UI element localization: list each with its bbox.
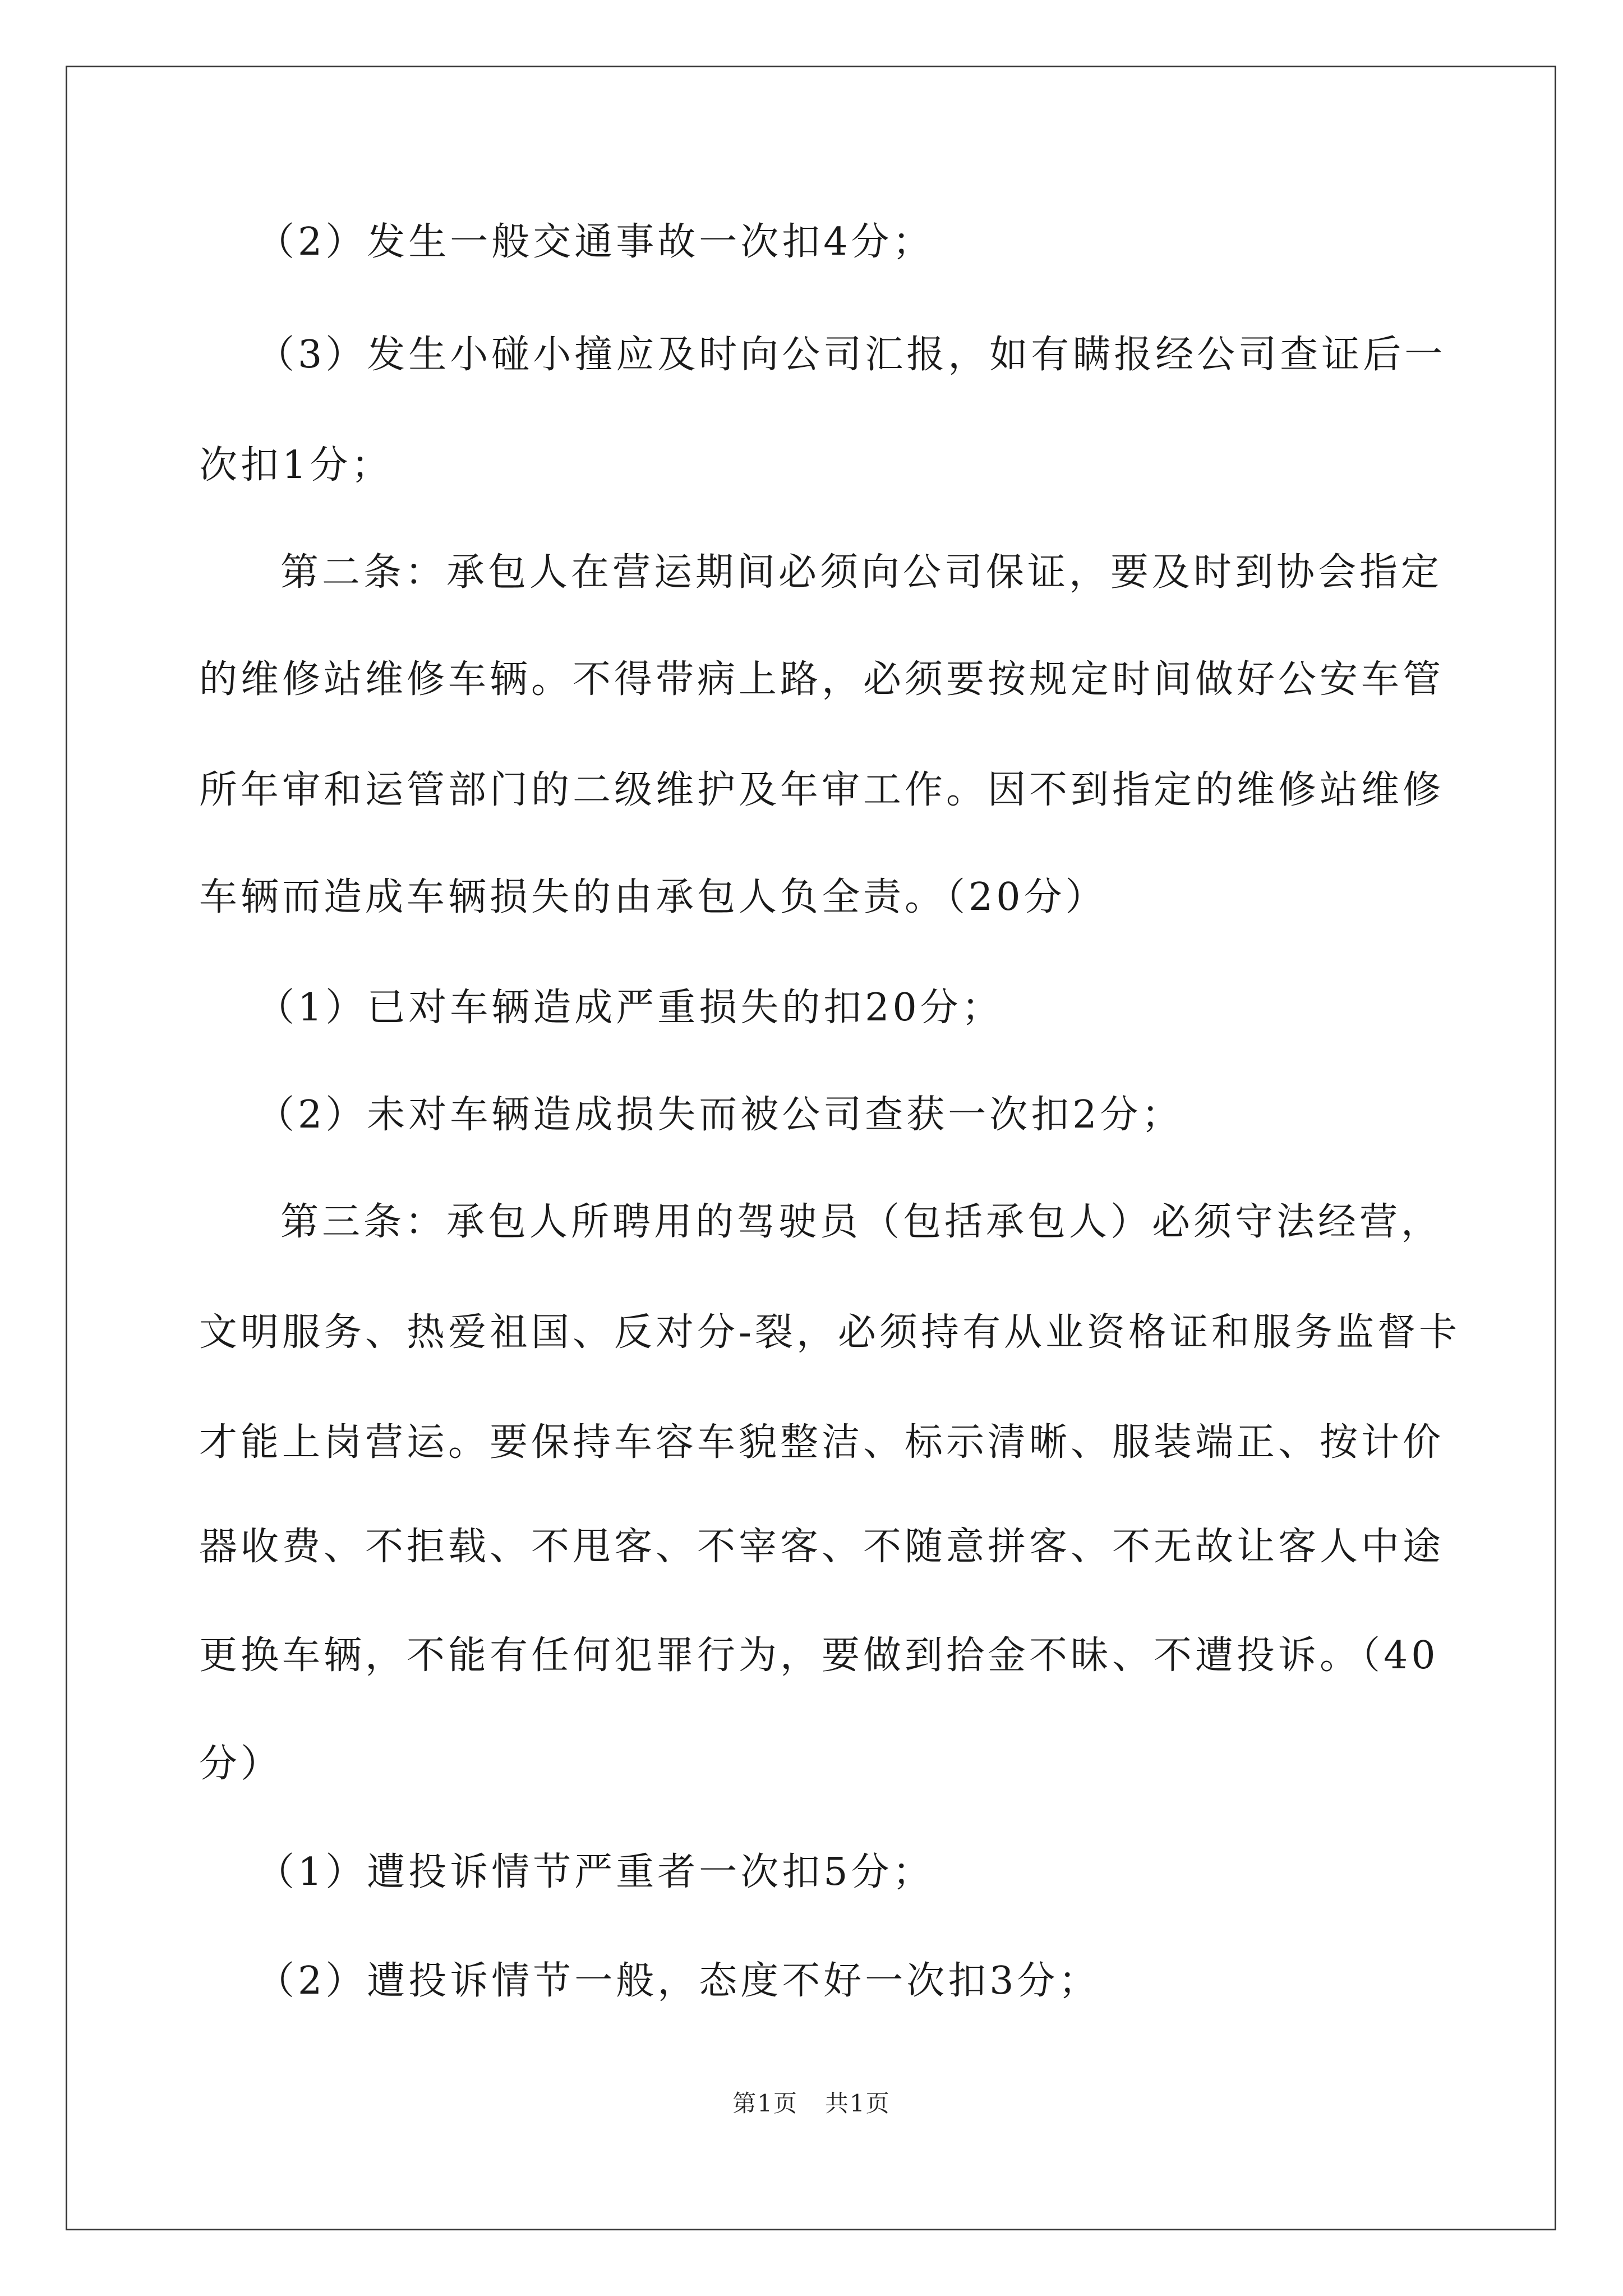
text-line-1: （2）发生一般交通事故一次扣4分； [256, 220, 934, 264]
text-line-8: （1）已对车辆造成严重损失的扣20分； [256, 986, 1003, 1030]
page-footer [0, 2090, 1623, 2118]
page-border [66, 66, 1556, 2230]
text-line-13: 器收费、不拒载、不甩客、不宰客、不随意拼客、不无故让客人中途 [199, 1525, 1445, 1569]
text-line-16: （1）遭投诉情节严重者一次扣5分； [256, 1850, 934, 1894]
text-line-15: 分） [199, 1742, 283, 1786]
text-line-11: 文明服务、热爱祖国、反对分-裂，必须持有从业资格证和服务监督卡 [199, 1310, 1460, 1355]
text-line-3: 次扣1分； [199, 443, 393, 487]
text-line-17: （2）遭投诉情节一般，态度不好一次扣3分； [256, 1959, 1100, 2003]
text-line-10: 第三条：承包人所聘用的驾驶员（包括承包人）必须守法经营， [280, 1200, 1443, 1244]
page-number-total: 共1页 [825, 2090, 891, 2117]
text-line-2: （3）发生小碰小撞应及时向公司汇报，如有瞒报经公司查证后一 [256, 333, 1446, 377]
text-line-6: 所年审和运管部门的二级维护及年审工作。因不到指定的维修站维修 [199, 768, 1445, 812]
text-line-12: 才能上岗营运。要保持车容车貌整洁、标示清晰、服装端正、按计价 [199, 1420, 1445, 1465]
text-line-14: 更换车辆，不能有任何犯罪行为，要做到拾金不昧、不遭投诉。（40 [199, 1634, 1439, 1678]
text-line-4: 第二条：承包人在营运期间必须向公司保证，要及时到协会指定 [280, 550, 1443, 595]
text-line-5: 的维修站维修车辆。不得带病上路，必须要按规定时间做好公安车管 [199, 657, 1445, 702]
text-line-9: （2）未对车辆造成损失而被公司查获一次扣2分； [256, 1093, 1183, 1137]
text-line-7: 车辆而造成车辆损失的由承包人负全责。（20分） [199, 875, 1107, 919]
page-number-current: 第1页 [732, 2090, 798, 2117]
